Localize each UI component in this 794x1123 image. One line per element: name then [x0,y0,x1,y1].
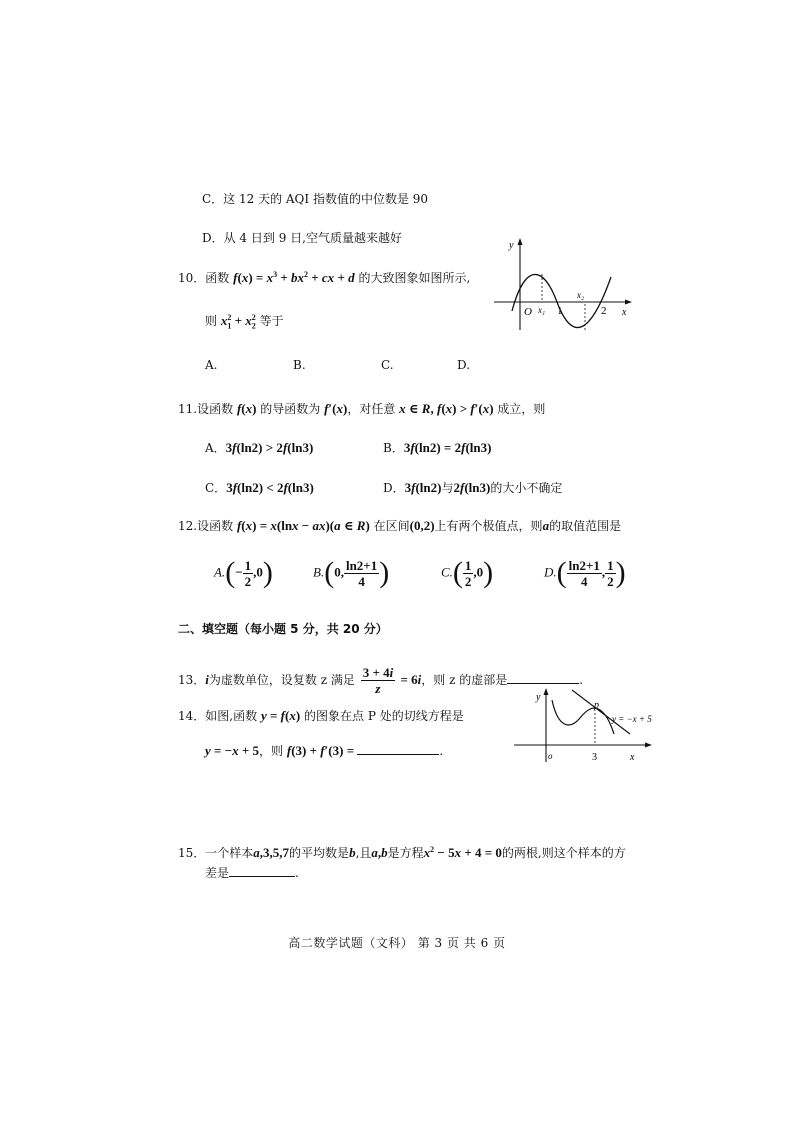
q14-number: 14． [178,709,206,723]
graph-origin-label: o [548,751,553,761]
q14-stem-line1: 14．如图,函数 y = f(x) 的图象在点 P 处的切线方程是 [178,708,464,723]
q12-option-a: A.(− $\frac{1}{2}$ ,0) [214,556,273,589]
q10-text-2: 的大致图象如图所示, [358,271,471,285]
q10-cubic-graph [490,236,640,336]
q11-text-3: ，对任意 [347,402,396,416]
q15-stem-line1: 15．一个样本a,3,5,7的平均数是b,且a,b是方程$x^2 - 5x + 4 = 0$的两根,则这个样本的方 [178,845,626,860]
section-2-title: 二、填空题（每小题 5 分，共 20 分） [178,622,388,636]
q15-text-2: 的平均数是 [289,846,350,860]
q14-answer-blank[interactable] [357,742,439,755]
function-curve [552,700,614,734]
q10-text-4: 等于 [259,314,284,328]
q10-sum-expression: x [220,313,228,328]
x-axis-arrow [625,300,632,305]
q15-text-1: 一个样本 [205,846,254,860]
q11-number: 11. [178,402,198,416]
q10-stem-line2: 则 $x_1^2 + x_2^2$ 等于 [205,313,284,331]
graph-tangent-label: y = −x + 5 [612,714,652,724]
graph-two-label: 2 [601,305,607,317]
q12-text-4: 的取值范围是 [549,519,622,533]
q11-text-1: 设函数 [197,402,234,416]
x-axis-arrow [645,743,652,748]
tangent-line [572,690,630,734]
y-axis-arrow [544,688,549,695]
q9-option-d: D．从 4 日到 9 日,空气质量越来越好 [202,231,402,245]
graph-x2-label: x₂ [577,290,585,300]
q14-tangent-graph [510,686,662,766]
q10-option-c: C. [381,358,394,372]
q15-text-3: ,且 [355,846,372,860]
q11-option-b: B．3f(ln2) = 2f(ln3) [383,440,492,455]
q10-function-formula: f [233,270,238,285]
q15-stem-line2: 差是 . [205,866,299,880]
graph-origin-label: O [524,306,532,318]
q10-number: 10． [178,271,206,285]
q11-text-4: 成立，则 [497,402,546,416]
q13-number: 13． [178,673,206,687]
q12-option-d: D.( $\frac{\ln 2+1}{4}$ , $\frac{1}{2}$ ) [544,556,626,589]
q11-option-a: A．3f(ln2) > 2f(ln3) [205,440,314,455]
q14-text-1: 如图,函数 [205,709,258,723]
graph-one-label: 1 [557,305,563,317]
q12-number: 12. [178,519,198,533]
q12-text-2: 在区间 [373,519,410,533]
q10-option-a: A. [205,358,218,372]
q12-text-1: 设函数 [197,519,234,533]
q13-text-2: ，则 z 的虚部是 [421,673,508,687]
q11-text-2: 的导函数为 [260,402,321,416]
q15-text-5: 的两根,则这个样本的方 [501,846,626,860]
q10-text-1: 函数 [205,271,230,285]
q10-text-3: 则 [205,314,218,328]
page-footer: 高二数学试题（文科） 第 3 页 共 6 页 [288,936,506,950]
q14-stem-line2: y = −x + 5，则 f(3) + f′(3) = . [205,743,444,758]
graph-three-label: 3 [592,752,597,763]
q10-option-b: B. [293,358,306,372]
y-axis-arrow [518,238,523,245]
q9-option-c: C．这 12 天的 AQI 指数值的中位数是 90 [202,192,429,206]
q12-option-b: B.(0, $\frac{\ln 2+1}{4}$ ) [313,556,390,589]
q13-answer-blank[interactable] [507,671,579,684]
q15-answer-blank[interactable] [229,864,295,877]
graph-x-label: x [622,307,627,318]
graph-p-label: p [594,700,599,711]
q12-option-c: C.( $\frac{1}{2}$ ,0) [441,556,494,589]
q13-fraction: $\frac{3 + 4i}{z}$ [362,665,394,696]
q14-text-3: ，则 [259,744,284,758]
q13-stem: 13．i为虚数单位，设复数 z 满足 $\frac{3 + 4i}{z}$ = 6i，则 z 的虚部是 . [178,665,584,696]
q12-stem: 12.设函数 f(x) = x(lnx − ax)(a ∈ R) 在区间(0,2)上有两个极值点，则a的取值范围是 [178,518,622,533]
graph-x1-label: x₁ [538,305,546,315]
q11-stem: 11.设函数 f(x) 的导函数为 f′(x)，对任意 x ∈ R, f(x) > f′(x) 成立，则 [178,401,546,416]
q13-text-1: 为虚数单位，设复数 z 满足 [208,673,355,687]
q11-option-c: C．3f(ln2) < 2f(ln3) [205,480,314,495]
q12-text-3: 上有两个极值点，则 [434,519,543,533]
q11-option-d: D．3f(ln2)与2f(ln3)的大小不确定 [383,480,563,495]
graph-y-label: y [536,692,541,703]
q10-option-d: D. [457,358,471,372]
q14-text-2: 的图象在点 P 处的切线方程是 [304,709,464,723]
q10-stem-line1: 10．函数 $f(x) = x^3 + bx^2$ + cx + d 的大致图象如图所示, [178,270,471,285]
cubic-curve [512,274,611,327]
graph-y-label: y [509,240,514,251]
q15-text-6: 差是 [205,866,230,880]
graph-x-label: x [630,752,635,763]
q15-number: 15． [178,846,206,860]
q15-text-4: 是方程 [387,846,424,860]
